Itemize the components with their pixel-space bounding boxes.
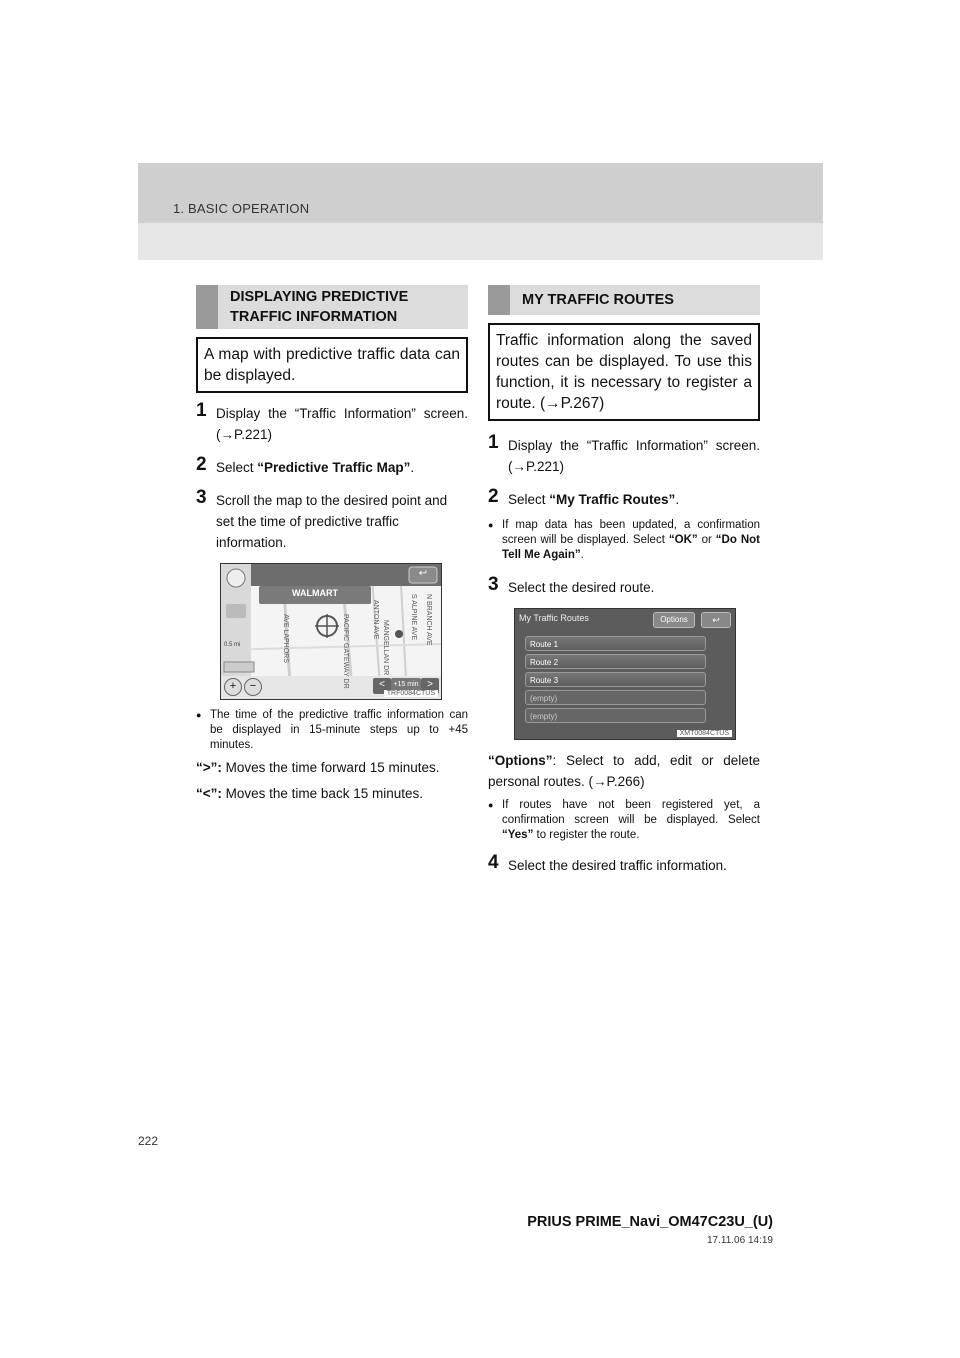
note-ui-label: “Do Not Tell Me Again” xyxy=(502,534,761,561)
right-section-title xyxy=(488,285,760,315)
page-header xyxy=(138,163,823,260)
left-note: ● The time of the predictive traffic information can be displayed in 15-minute steps up to +45 minutes. xyxy=(196,708,468,753)
definition-key: “>”: xyxy=(196,760,222,775)
map-scale: 0.5 mi xyxy=(224,642,241,648)
step-number: 4 xyxy=(488,852,499,873)
note-ui-label: “Yes” xyxy=(502,829,534,841)
header-section: 1. BASIC OPERATION xyxy=(173,201,310,216)
right-note-2 xyxy=(488,798,760,843)
map-poi-banner: WALMART xyxy=(292,588,338,598)
step-text-post: . xyxy=(410,460,415,475)
step-text: Select the desired traffic information. xyxy=(508,858,727,873)
right-title-text: MY TRAFFIC ROUTES xyxy=(522,292,674,308)
route-button-empty-2[interactable]: (empty) xyxy=(525,708,706,723)
definition-text: : Select to add, edit or delete personal routes. (→P.266) xyxy=(488,753,760,789)
step-text: Scroll the map to the desired point and set the time of predictive traffic information. xyxy=(216,493,448,550)
left-step-3 xyxy=(196,487,468,553)
note-text: If map data has been updated, a confirmation screen will be displayed. Select xyxy=(502,519,760,546)
step-ui-label: “My Traffic Routes” xyxy=(549,492,676,507)
zoom-out-icon[interactable]: − xyxy=(244,678,262,696)
time-forward-button[interactable]: > xyxy=(427,679,433,690)
left-column xyxy=(196,285,468,804)
road-label: MANGELLAN DR xyxy=(382,620,389,676)
options-definition xyxy=(488,750,760,792)
my-traffic-routes-screen xyxy=(514,608,736,740)
page-header-band xyxy=(138,163,823,223)
road-label: AVE LAPHORS xyxy=(282,614,289,663)
route-button-empty-1[interactable]: (empty) xyxy=(525,690,706,705)
definition-text: Moves the time back 15 minutes. xyxy=(221,786,423,801)
definition-forward xyxy=(196,758,468,778)
step-text-pre: Select xyxy=(216,460,258,475)
left-intro-box: A map with predictive traffic data can be displayed. xyxy=(196,337,468,393)
step-text: Display the “Traffic Information” screen. (→P.221) xyxy=(508,438,760,474)
time-offset-label: +15 min xyxy=(393,681,419,688)
note-text: If routes have not been registered yet, a confirmation screen will be displayed. Select xyxy=(502,799,760,826)
predictive-map-screen xyxy=(220,563,442,700)
zoom-in-icon[interactable]: + xyxy=(224,678,242,696)
back-icon[interactable]: ↩ xyxy=(701,612,731,628)
route-button-1[interactable]: Route 1 xyxy=(525,636,706,651)
left-section-title xyxy=(196,285,468,329)
definition-text: Moves the time forward 15 minutes. xyxy=(221,760,440,775)
right-step-4 xyxy=(488,852,760,876)
left-step-2 xyxy=(196,454,468,478)
page-number: 222 xyxy=(138,1134,159,1148)
right-step-1 xyxy=(488,432,760,477)
right-step-2 xyxy=(488,486,760,510)
step-number: 3 xyxy=(196,487,207,508)
left-step-1 xyxy=(196,400,468,445)
route-button-3[interactable]: Route 3 xyxy=(525,672,706,687)
step-text-post: . xyxy=(675,492,680,507)
image-code: XMT0084CTUS xyxy=(677,730,732,737)
definition-key: “Options” xyxy=(488,753,553,768)
note-text: to register the route. xyxy=(533,829,640,841)
left-title-text: DISPLAYING PREDICTIVE TRAFFIC INFORMATION xyxy=(230,289,409,325)
screen-title: My Traffic Routes xyxy=(519,613,589,623)
step-number: 3 xyxy=(488,574,499,595)
options-button[interactable]: Options xyxy=(653,612,695,628)
road-label: S ALPINE AVE xyxy=(410,594,417,641)
definition-back xyxy=(196,784,468,804)
road-label: PACIFIC GATEWAY DR xyxy=(342,614,349,689)
image-code: TRF0084CTUS xyxy=(384,690,438,697)
note-ui-label: “OK” xyxy=(668,534,698,546)
right-column xyxy=(488,285,760,876)
definition-key: “<”: xyxy=(196,786,222,801)
route-button-2[interactable]: Route 2 xyxy=(525,654,706,669)
step-number: 1 xyxy=(196,400,207,421)
step-ui-label: “Predictive Traffic Map” xyxy=(257,460,411,475)
right-step-3 xyxy=(488,574,760,598)
step-text-pre: Select xyxy=(508,492,550,507)
section-tab-marker xyxy=(196,285,218,329)
footer-stamp: 17.11.06 14:19 xyxy=(707,1235,773,1246)
step-text: Select the desired route. xyxy=(508,580,655,595)
step-text: Display the “Traffic Information” screen. (→P.221) xyxy=(216,406,468,442)
step-number: 1 xyxy=(488,432,499,453)
road-label: ANTON AVE xyxy=(372,600,379,640)
time-back-button[interactable]: < xyxy=(379,679,385,690)
footer-title: PRIUS PRIME_Navi_OM47C23U_(U) xyxy=(527,1214,773,1230)
step-number: 2 xyxy=(488,486,499,507)
right-note-1 xyxy=(488,518,760,563)
road-label: N BRANCH AVE xyxy=(425,594,432,646)
back-icon[interactable]: ↩ xyxy=(418,568,428,579)
right-intro-box: Traffic information along the saved routes can be displayed. To use this function, it is necessary to register a route. (→P.267) xyxy=(488,323,760,421)
step-number: 2 xyxy=(196,454,207,475)
note-text: . xyxy=(580,549,584,561)
note-text: or xyxy=(697,534,716,546)
section-tab-marker xyxy=(488,285,510,315)
